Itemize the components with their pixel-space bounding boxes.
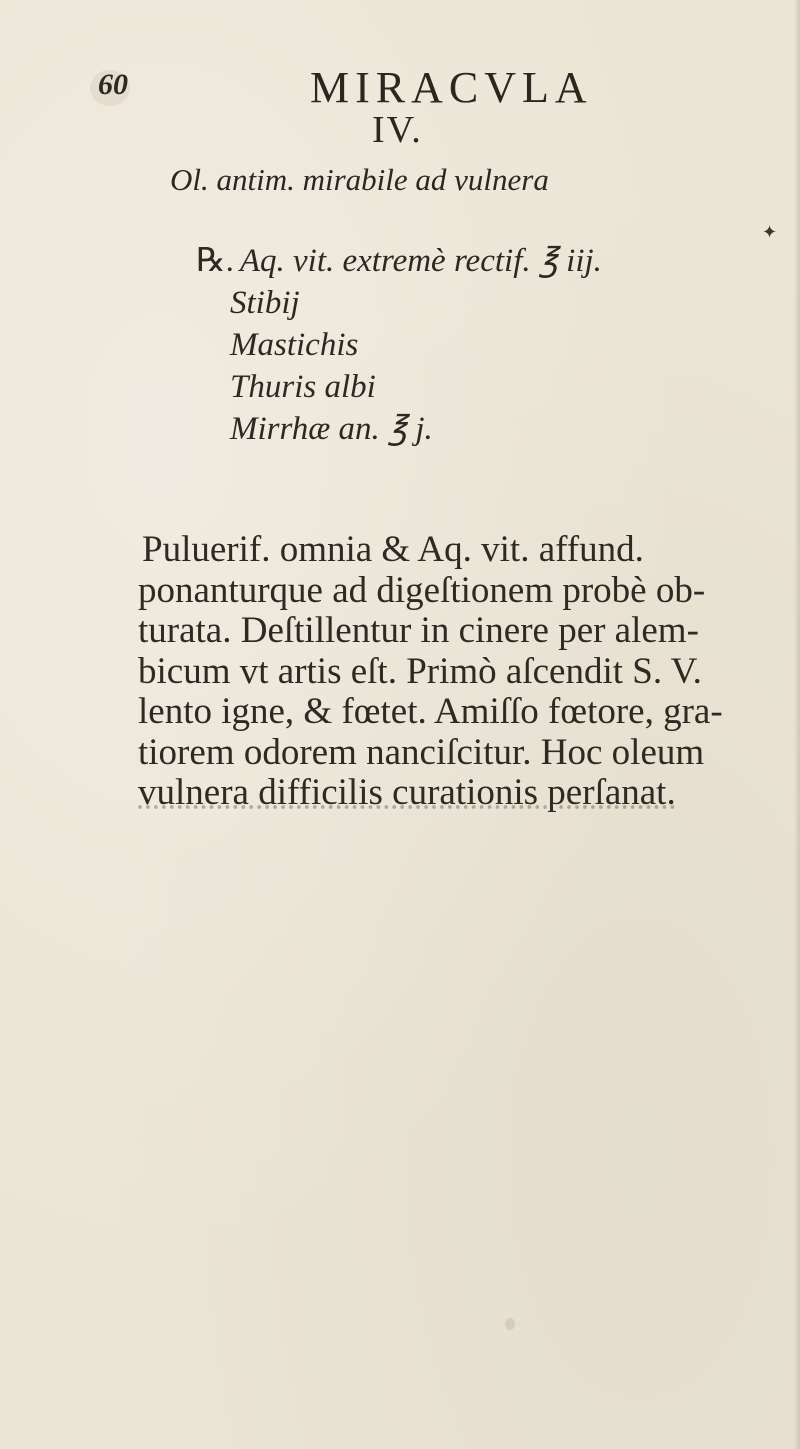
recipe-text: Thuris albi: [230, 369, 376, 405]
chapter-number: IV.: [372, 109, 423, 151]
recipe-line: [196, 366, 716, 408]
page-number: 60: [98, 68, 128, 101]
recipe-list: [196, 240, 716, 450]
running-title: MIRACVLA: [310, 63, 593, 112]
body-line: bicum vt artis eſt. Primò aſcendit S. V.: [138, 650, 702, 692]
recipe-symbol: ℞.: [196, 243, 234, 279]
recipe-text: Stibij: [230, 285, 300, 321]
body-line: lento igne, & fœtet. Amiſſo fœtore, gra-: [138, 691, 723, 732]
section-title: Ol. antim. mirabile ad vulnera: [170, 162, 549, 197]
page-edge: [794, 0, 800, 1449]
recipe-text: Aq. vit. extremè rectif. ℥ iij.: [239, 243, 602, 279]
body-line: Puluerif. omnia & Aq. vit. affund.: [142, 529, 644, 570]
recipe-line: [196, 282, 716, 324]
recipe-line: [196, 240, 716, 282]
body-line: ponanturque ad digeſtionem probè ob-: [138, 569, 706, 611]
recipe-text: Mirrhæ an. ℥ j.: [230, 411, 433, 447]
body-paragraph: [138, 530, 738, 814]
body-line: tiorem odorem nanciſcitur. Hoc oleum: [138, 731, 705, 773]
ink-mark: ✦: [762, 222, 778, 242]
recipe-line: [196, 324, 716, 366]
recipe-line: [196, 408, 716, 450]
body-line: turata. Deſtillentur in cinere per alem-: [138, 610, 699, 651]
recipe-text: Mastichis: [230, 327, 359, 363]
body-line: vulnera difficilis curationis perſanat.: [138, 772, 676, 813]
paper-stain: [505, 1318, 515, 1330]
